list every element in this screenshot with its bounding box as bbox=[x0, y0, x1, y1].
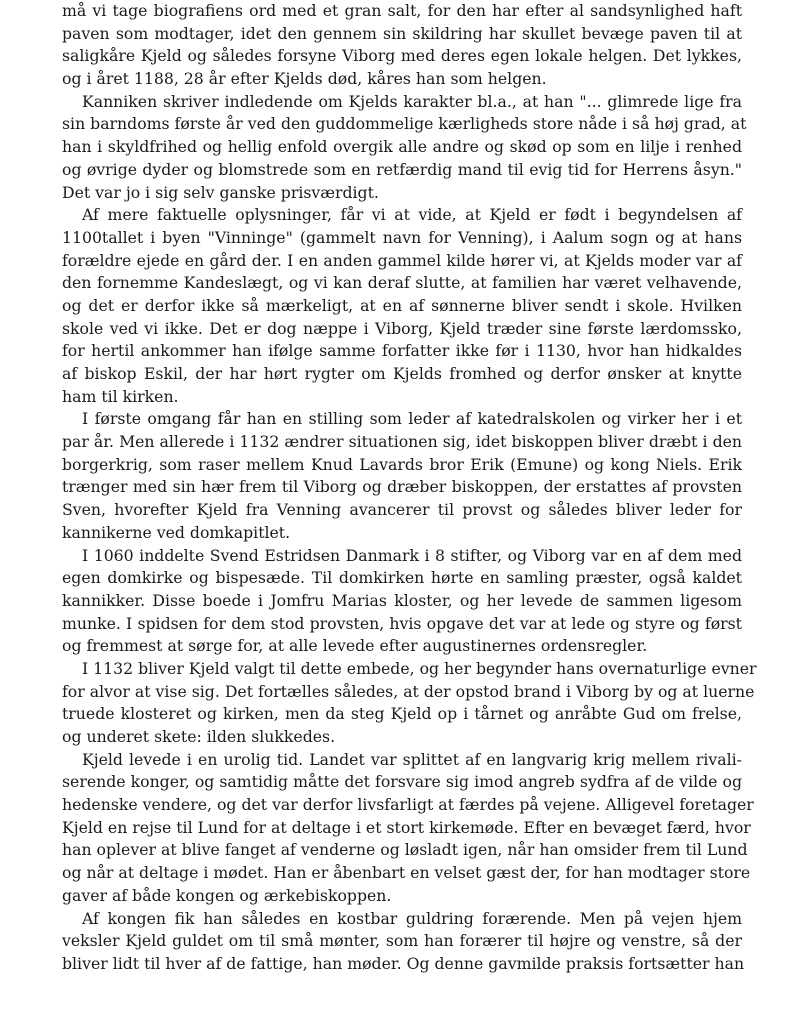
text-line: han oplever at blive fanget af venderne og løsladt igen, når han omsider frem til Lund bbox=[62, 840, 748, 860]
text-line: I 1132 bliver Kjeld valgt til dette embede, og her begynder hans overnaturlige evner bbox=[82, 658, 757, 678]
text-line: munke. I spidsen for dem stod provsten, hvis opgave det var at lede og styre og først bbox=[62, 613, 742, 633]
text-line: han i skyldfrihed og hellig enfold overgik alle andre og skød op som en lilje i renhed bbox=[62, 137, 742, 157]
text-line: og fremmest at sørge for, at alle levede efter augustinernes ordensregler. bbox=[62, 636, 648, 656]
text-line: paven som modtager, idet den gennem sin skildring har skullet bevæge paven til at bbox=[62, 23, 742, 43]
text-line: af biskop Eskil, der har hørt rygter om Kjelds fromhed og derfor ønsker at knytte bbox=[62, 364, 742, 383]
text-line: hedenske vendere, og det var derfor livsfarligt at færdes på vejene. Alligevel foretager bbox=[62, 795, 754, 815]
text-line: og underet skete: ilden slukkedes. bbox=[62, 727, 336, 746]
text-line: for alvor at vise sig. Det fortælles således, at der opstod brand i Viborg by og at luerne bbox=[62, 681, 755, 701]
text-line: og i året 1188, 28 år efter Kjelds død, kåres han som helgen. bbox=[62, 69, 547, 89]
text-line: saligkåre Kjeld og således forsyne Viborg med deres egen lokale helgen. Det lykkes, bbox=[62, 46, 742, 66]
text-line: skole ved vi ikke. Det er dog næppe i Viborg, Kjeld træder sine første lærdomssko, bbox=[62, 318, 742, 338]
text-line: for hertil ankommer han ifølge samme forfatter ikke før i 1130, hvor han hidkaldes bbox=[62, 341, 742, 361]
text-line: må vi tage biografiens ord med et gran salt, for den har efter al sandsynlighed haft bbox=[62, 1, 742, 20]
text-line: Kjeld levede i en urolig tid. Landet var splittet af en langvarig krig mellem rivali- bbox=[82, 749, 742, 769]
text-line: par år. Men allerede i 1132 ændrer situationen sig, idet biskoppen bliver dræbt i den bbox=[62, 432, 742, 452]
text-line: gaver af både kongen og ærkebiskoppen. bbox=[62, 885, 392, 905]
text-line: sin barndoms første år ved den guddommelige kærligheds store nåde i så høj grad, at bbox=[62, 114, 747, 134]
text-line: I 1060 inddelte Svend Estridsen Danmark i 8 stifter, og Viborg var en af dem med bbox=[82, 545, 742, 565]
text-line: serende konger, og samtidig måtte det forsvare sig imod angreb sydfra af de vilde og bbox=[62, 772, 742, 792]
text-line: ham til kirken. bbox=[62, 386, 179, 406]
text-line: Kjeld en rejse til Lund for at deltage i et stort kirkemøde. Efter en bevæget færd, hvor bbox=[62, 817, 751, 837]
text-line: Kanniken skriver indledende om Kjelds karakter bl.a., at han "... glimrede lige fra bbox=[82, 91, 742, 111]
text-line: truede klosteret og kirken, men da steg Kjeld op i tårnet og anråbte Gud om frelse, bbox=[62, 704, 742, 724]
text-line: Det var jo i sig selv ganske prisværdigt. bbox=[62, 182, 379, 202]
text-line: og når at deltage i mødet. Han er åbenbart en velset gæst der, for han modtager store bbox=[62, 863, 751, 883]
text-line: forældre ejede en gård der. I en anden gammel kilde hører vi, at Kjelds moder var af bbox=[62, 250, 742, 270]
text-line: I første omgang får han en stilling som leder af katedralskolen og virker her i et bbox=[82, 409, 742, 429]
text-line: Sven, hvorefter Kjeld fra Venning avancerer til provst og således bliver leder for bbox=[62, 500, 742, 520]
text-line: og det er derfor ikke så mærkeligt, at en af sønnerne bliver sendt i skole. Hvilken bbox=[62, 295, 742, 315]
text-line: 1100tallet i byen "Vinninge" (gammelt navn for Venning), i Aalum sogn og at hans bbox=[62, 227, 742, 247]
document-page bbox=[62, 0, 757, 976]
text-line: veksler Kjeld guldet om til små mønter, som han forærer til højre og venstre, så der bbox=[62, 931, 742, 951]
text-line: og øvrige dyder og blomstrede som en retfærdig mand til evig tid for Herrens åsyn." bbox=[62, 159, 742, 179]
text-line: egen domkirke og bispesæde. Til domkirken hørte en samling præster, også kaldet bbox=[62, 568, 742, 588]
text-line: Af mere faktuelle oplysninger, får vi at vide, at Kjeld er født i begyndelsen af bbox=[82, 205, 742, 225]
text-line: kannikker. Disse boede i Jomfru Marias kloster, og her levede de sammen ligesom bbox=[62, 590, 742, 610]
text-line: borgerkrig, som raser mellem Knud Lavards bror Erik (Emune) og kong Niels. Erik bbox=[62, 454, 742, 474]
text-line: trænger med sin hær frem til Viborg og dræber biskoppen, der erstattes af provsten bbox=[62, 477, 742, 497]
text-line: kannikerne ved domkapitlet. bbox=[62, 522, 291, 542]
text-line: den fornemme Kandeslægt, og vi kan deraf slutte, at familien har været velhavende, bbox=[62, 273, 742, 293]
text-line: Af kongen fik han således en kostbar guldring forærende. Men på vejen hjem bbox=[82, 908, 742, 928]
text-line: bliver lidt til hver af de fattige, han møder. Og denne gavmilde praksis fortsætter han bbox=[62, 953, 745, 973]
